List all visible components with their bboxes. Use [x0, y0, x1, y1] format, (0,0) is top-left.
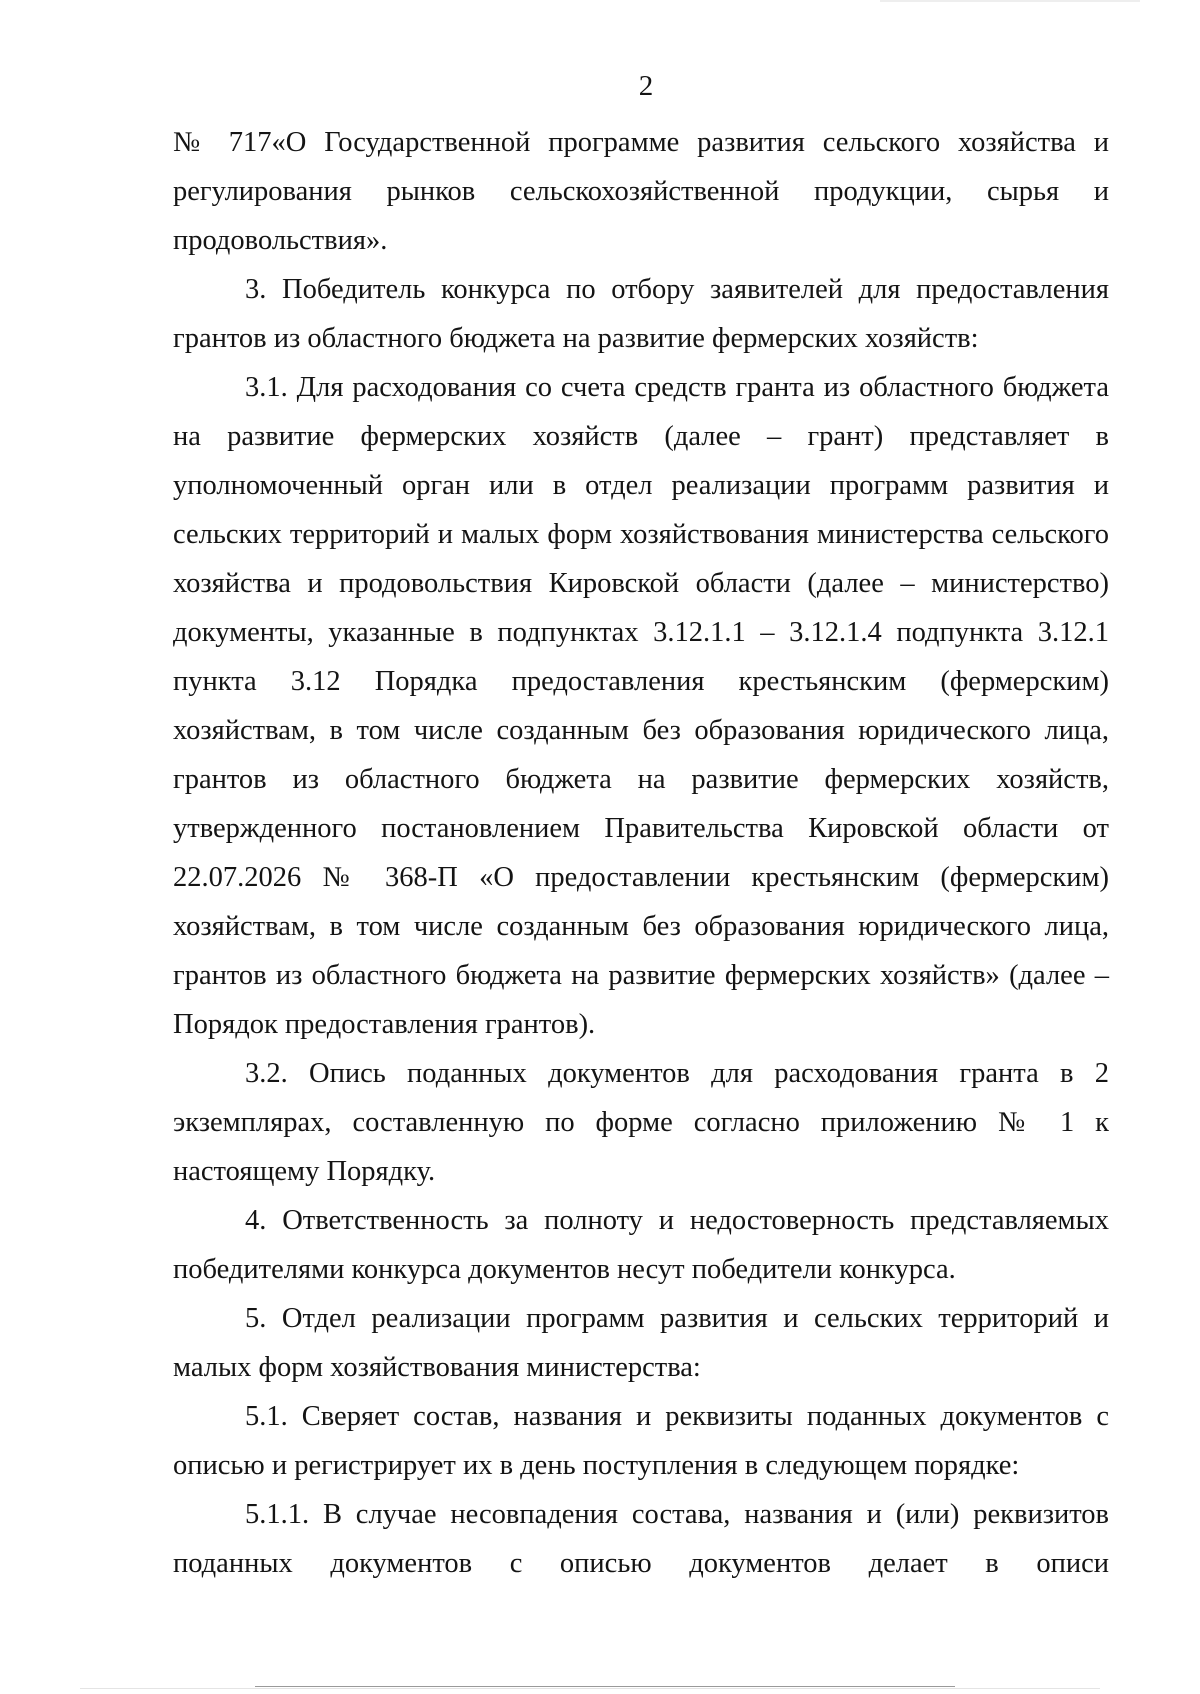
document-body	[173, 118, 1109, 1588]
paragraph-3-1: 3.1. Для расходования со счета средств гранта из областного бюджета на развитие фермерских хозяйств (далее – грант) представляет в уполномоченный орган или в отдел реализации программ развития и сельских территорий и малых форм хозяйствования министерства сельского хозяйства и продовольствия Кировской области (далее – министерство) документы, указанные в подпунктах 3.12.1.1 – 3.12.1.4 подпункта 3.12.1 пункта 3.12 Порядка предоставления крестьянским (фермерским) хозяйствам, в том числе созданным без образования юридического лица, грантов из областного бюджета на развитие фермерских хозяйств, утвержденного постановлением Правительства Кировской области от 22.07.2026 № 368-П «О предоставлении крестьянским (фермерским) хозяйствам, в том числе созданным без образования юридического лица, грантов из областного бюджета на развитие фермерских хозяйств» (далее – Порядок предоставления грантов).	[173, 372, 1109, 1040]
page-bottom-rule	[255, 1686, 955, 1687]
page-number: 2	[638, 70, 654, 102]
paragraph-3: 3. Победитель конкурса по отбору заявителей для предоставления грантов из областного бюджета на развитие фермерских хозяйств:	[173, 274, 1109, 354]
paragraph-program-reference: № 717«О Государственной программе развития сельского хозяйства и регулирования рынков сельскохозяйственной продукции, сырья и продовольствия».	[173, 127, 1109, 256]
scan-artifact	[880, 0, 1140, 2]
paragraph-3-2: 3.2. Опись поданных документов для расходования гранта в 2 экземплярах, составленную по форме согласно приложению № 1 к настоящему Порядку.	[173, 1058, 1109, 1187]
paragraph-5-1: 5.1. Сверяет состав, названия и реквизиты поданных документов с описью и регистрирует их в день поступления в следующем порядке:	[173, 1401, 1109, 1481]
paragraph-5-1-1: 5.1.1. В случае несовпадения состава, названия и (или) реквизитов поданных документов с описью документов делает в описи	[173, 1499, 1109, 1579]
paragraph-5: 5. Отдел реализации программ развития и сельских территорий и малых форм хозяйствования министерства:	[173, 1303, 1109, 1383]
page-bottom-edge	[80, 1688, 1100, 1689]
paragraph-4: 4. Ответственность за полноту и недостоверность представляемых победителями конкурса документов несут победители конкурса.	[173, 1205, 1109, 1285]
